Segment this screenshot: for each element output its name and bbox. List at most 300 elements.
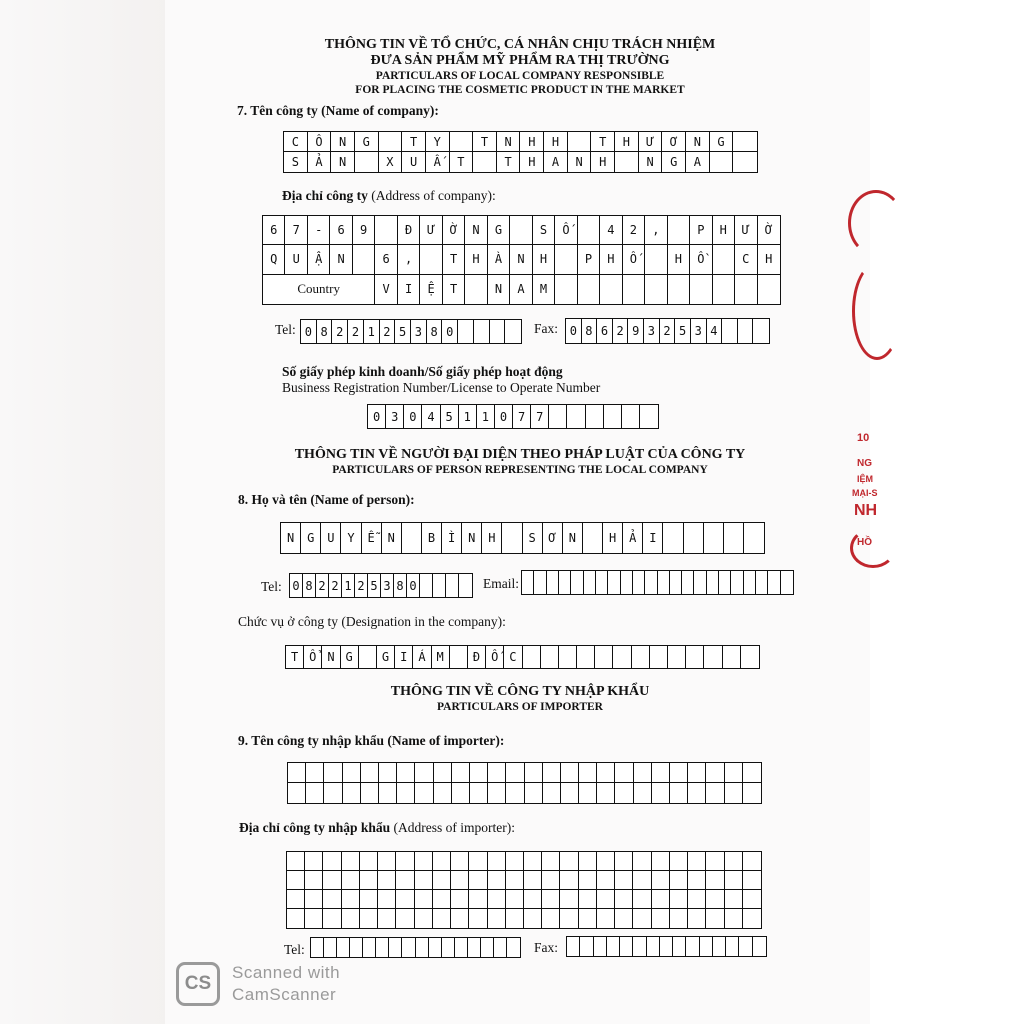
char-cell: 6 [330,216,352,245]
char-cell: 5 [368,574,381,597]
country-char-cell [713,275,735,304]
char-cell [506,871,524,890]
char-cell [607,937,620,956]
char-cell [645,245,667,274]
country-char-cell: I [398,275,420,304]
scan-background-right [870,0,1024,1024]
char-cell [743,890,761,909]
char-cell [415,852,433,871]
char-cell [287,871,305,890]
char-cell [615,871,633,890]
char-cell [434,763,452,783]
char-cell [670,763,688,783]
char-cell [670,571,682,594]
country-char-cell [758,275,780,304]
char-cell [658,571,670,594]
char-cell [560,852,578,871]
importer-section-heading [200,684,840,714]
char-cell [355,152,379,172]
char-cell [725,852,743,871]
country-char-cell: N [488,275,510,304]
char-cell [706,852,724,871]
char-cell: N [465,216,487,245]
char-cell: 1 [364,320,380,343]
country-char-cell: T [443,275,465,304]
char-cell: 2 [348,320,364,343]
char-cell [684,523,704,553]
char-cell [305,909,323,928]
char-cell [688,909,706,928]
char-cell [725,783,743,803]
char-cell [688,852,706,871]
char-cell [353,245,375,274]
char-cell [559,571,571,594]
company-fax-label: Fax: [534,321,559,336]
char-cell: 1 [477,405,495,428]
char-cell [615,852,633,871]
char-cell [360,890,378,909]
person-tel-label: Tel: [261,579,282,594]
char-cell: Ơ [662,132,686,152]
char-cell [343,783,361,803]
country-char-cell: M [533,275,555,304]
char-cell [579,763,597,783]
char-cell [571,571,583,594]
char-cell [502,523,522,553]
char-cell: G [710,132,734,152]
char-cell [360,852,378,871]
camscanner-watermark [232,962,340,1006]
char-cell [396,909,414,928]
char-cell [542,909,560,928]
country-char-cell [735,275,757,304]
char-cell: N [686,132,710,152]
company-title-vi-2: ĐƯA SẢN PHẨM MỸ PHẨM RA THỊ TRƯỜNG [370,53,670,68]
char-cell [706,909,724,928]
char-cell [567,937,580,956]
char-cell [668,646,686,668]
char-cell [305,890,323,909]
char-cell [580,937,593,956]
char-cell: G [301,523,321,553]
char-cell: H [758,245,780,274]
camscanner-logo: CS [176,962,220,1006]
char-cell: T [402,132,426,152]
char-cell [525,783,543,803]
char-cell: N [330,245,352,274]
char-cell: H [603,523,623,553]
char-cell [434,783,452,803]
country-char-cell [465,275,487,304]
char-cell: 3 [386,405,404,428]
char-cell [756,571,768,594]
char-cell [621,571,633,594]
char-cell [560,909,578,928]
char-cell [306,783,324,803]
char-cell: Đ [468,646,486,668]
person-name-grid[interactable] [280,522,765,554]
char-cell [490,320,506,343]
stamp-fragment-2: NG [857,458,872,469]
char-cell [725,763,743,783]
company-address-grid[interactable] [262,215,781,305]
char-cell: S [533,216,555,245]
char-cell [455,938,468,957]
char-cell [731,571,743,594]
char-cell: H [668,245,690,274]
char-cell [613,646,631,668]
char-cell: 8 [582,319,598,343]
char-cell: H [520,152,544,172]
char-cell: T [443,245,465,274]
char-cell: M [432,646,450,668]
char-cell: Ố [555,216,577,245]
char-cell [474,320,490,343]
char-cell [559,646,577,668]
char-cell [706,871,724,890]
char-cell: 2 [613,319,629,343]
char-cell [706,763,724,783]
char-cell: S [523,523,543,553]
watermark-line-2: CamScanner [232,985,337,1004]
char-cell [597,852,615,871]
char-cell: 0 [368,405,386,428]
representative-section-heading [200,447,840,477]
char-cell [579,890,597,909]
char-cell [468,938,481,957]
char-cell [640,405,658,428]
stamp-fragment-6: HỒ [857,537,872,548]
char-cell [561,783,579,803]
char-cell [704,523,724,553]
char-cell: T [473,132,497,152]
char-cell [376,938,389,957]
char-cell: C [735,245,757,274]
char-cell [324,783,342,803]
char-cell [722,319,738,343]
char-cell [524,871,542,890]
char-cell [596,571,608,594]
char-cell [389,938,402,957]
char-cell: 0 [442,320,458,343]
char-cell: N [281,523,301,553]
char-cell: 2 [355,574,368,597]
char-cell: N [382,523,402,553]
char-cell [452,783,470,803]
char-cell: Q [263,245,285,274]
char-cell [469,852,487,871]
char-cell [724,523,744,553]
stamp-fragment-3: IỆM [857,474,874,484]
char-cell [694,571,706,594]
char-cell [652,909,670,928]
importer-address-grid[interactable] [286,851,762,929]
char-cell [743,852,761,871]
country-char-cell [645,275,667,304]
char-cell: A [686,152,710,172]
char-cell [402,938,415,957]
char-cell [597,890,615,909]
char-cell: 6 [263,216,285,245]
char-cell [396,871,414,890]
person-tel-grid[interactable] [289,573,473,598]
char-cell [433,909,451,928]
char-cell: 0 [404,405,422,428]
company-tel-label: Tel: [275,322,296,337]
char-cell: G [355,132,379,152]
char-cell [488,763,506,783]
char-cell: N [639,152,663,172]
char-cell [397,783,415,803]
char-cell: H [482,523,502,553]
char-cell [632,646,650,668]
char-cell [579,783,597,803]
char-cell [633,871,651,890]
watermark-line-1: Scanned with [232,963,341,982]
char-cell [688,890,706,909]
char-cell [524,852,542,871]
char-cell [442,938,455,957]
char-cell: H [544,132,568,152]
char-cell [459,574,472,597]
char-cell [433,852,451,871]
country-char-cell [600,275,622,304]
char-cell [577,646,595,668]
char-cell [597,783,615,803]
char-cell [305,852,323,871]
char-cell: C [504,646,522,668]
char-cell [397,763,415,783]
char-cell: Ì [442,523,462,553]
char-cell [688,871,706,890]
char-cell [768,571,780,594]
char-cell [446,574,459,597]
char-cell: P [690,216,712,245]
char-cell [402,523,422,553]
char-cell [668,216,690,245]
char-cell: 1 [459,405,477,428]
char-cell [615,152,639,172]
char-cell [744,571,756,594]
char-cell: Ư [639,132,663,152]
char-cell [469,909,487,928]
char-cell [415,763,433,783]
char-cell [543,783,561,803]
char-cell: T [591,132,615,152]
char-cell [615,890,633,909]
company-name-grid[interactable] [283,131,758,173]
char-cell: 5 [441,405,459,428]
char-cell [713,937,726,956]
char-cell: 8 [317,320,333,343]
char-cell [524,909,542,928]
representative-title-vi: THÔNG TIN VỀ NGƯỜI ĐẠI DIỆN THEO PHÁP LUẬT CỦA CÔNG TY [294,447,746,462]
char-cell [505,320,521,343]
char-cell [524,890,542,909]
importer-tel-grid[interactable] [310,937,521,958]
char-cell [723,646,741,668]
importer-fax-grid[interactable] [566,936,767,957]
char-cell: 0 [566,319,582,343]
char-cell [324,763,342,783]
char-cell [555,245,577,274]
char-cell [542,871,560,890]
char-cell: Ả [623,523,643,553]
char-cell: 4 [707,319,723,343]
char-cell: S [284,152,308,172]
char-cell [323,890,341,909]
char-cell: 6 [597,319,613,343]
char-cell: N [497,132,521,152]
char-cell: 3 [691,319,707,343]
char-cell [561,763,579,783]
char-cell [415,909,433,928]
char-cell [707,571,719,594]
char-cell [506,783,524,803]
char-cell [686,937,699,956]
char-cell: 4 [600,216,622,245]
char-cell: 2 [660,319,676,343]
char-cell [663,523,683,553]
stamp-arc-bottom [850,528,896,568]
char-cell [549,405,567,428]
char-cell: H [533,245,555,274]
company-address-label: Địa chỉ công ty (Address of company): [282,188,496,203]
char-cell [451,890,469,909]
company-tel-grid[interactable] [300,319,522,344]
company-fax-grid[interactable] [565,318,770,344]
country-label: Country [263,275,375,304]
char-cell [378,890,396,909]
char-cell: N [331,152,355,172]
char-cell: U [285,245,307,274]
char-cell: 7 [513,405,531,428]
char-cell [725,909,743,928]
char-cell [743,783,761,803]
char-cell [652,890,670,909]
char-cell: Ơ [543,523,563,553]
char-cell [579,909,597,928]
char-cell: Ố [623,245,645,274]
char-cell: Ậ [308,245,330,274]
char-cell: H [713,216,735,245]
license-number-grid[interactable] [367,404,659,429]
stamp-arc-top [848,190,904,256]
char-cell: Ấ [426,152,450,172]
char-cell: N [331,132,355,152]
char-cell [506,909,524,928]
char-cell [652,852,670,871]
char-cell: Ồ [690,245,712,274]
char-cell [433,574,446,597]
person-name-label: 8. Họ và tên (Name of person): [238,492,415,507]
char-cell [469,890,487,909]
char-cell: 0 [290,574,303,597]
country-char-cell [668,275,690,304]
char-cell: Y [341,523,361,553]
char-cell [379,763,397,783]
char-cell: B [422,523,442,553]
char-cell [541,646,559,668]
char-cell: Ư [420,216,442,245]
char-cell [433,890,451,909]
importer-fax-label: Fax: [534,940,559,955]
char-cell [361,783,379,803]
char-cell [660,937,673,956]
char-cell [361,763,379,783]
char-cell [451,871,469,890]
char-cell [634,763,652,783]
char-cell: 2 [623,216,645,245]
char-cell [743,871,761,890]
char-cell [506,890,524,909]
char-cell [547,571,559,594]
char-cell [633,909,651,928]
char-cell [470,763,488,783]
char-cell [420,245,442,274]
importer-address-label: Địa chỉ công ty nhập khẩu (Address of importer): [239,820,516,835]
char-cell: 0 [495,405,513,428]
char-cell [287,890,305,909]
char-cell [287,909,305,928]
designation-label: Chức vụ ở công ty (Designation in the company): [238,614,506,629]
char-cell: À [488,245,510,274]
char-cell [510,216,532,245]
char-cell: G [377,646,395,668]
char-cell [719,571,731,594]
char-cell [567,405,585,428]
char-cell [360,909,378,928]
char-cell [507,938,520,957]
char-cell [342,909,360,928]
char-cell: , [398,245,420,274]
char-cell [753,937,766,956]
char-cell [670,871,688,890]
char-cell [542,852,560,871]
importer-title-vi: THÔNG TIN VỀ CÔNG TY NHẬP KHẨU [390,684,650,699]
char-cell: Ư [735,216,757,245]
char-cell [633,890,651,909]
designation-grid[interactable] [285,645,760,669]
stamp-fragment-4: MẠI-S [852,488,878,498]
char-cell: G [662,152,686,172]
char-cell [673,937,686,956]
char-cell [650,646,668,668]
country-char-cell: V [375,275,397,304]
char-cell: 8 [427,320,443,343]
char-cell: 3 [381,574,394,597]
char-cell: 2 [380,320,396,343]
importer-name-grid[interactable] [287,762,762,804]
char-cell [652,763,670,783]
char-cell: 9 [353,216,375,245]
char-cell: N [322,646,340,668]
importer-name-label: 9. Tên công ty nhập khẩu (Name of importer): [238,733,505,748]
char-cell [342,871,360,890]
char-cell: H [465,245,487,274]
char-cell [473,152,497,172]
char-cell [523,646,541,668]
char-cell [350,938,363,957]
char-cell [733,132,757,152]
person-email-grid[interactable] [521,570,794,595]
char-cell [713,245,735,274]
char-cell [415,871,433,890]
char-cell [633,571,645,594]
importer-title-en: PARTICULARS OF IMPORTER [437,701,603,713]
char-cell [652,871,670,890]
char-cell: 0 [301,320,317,343]
